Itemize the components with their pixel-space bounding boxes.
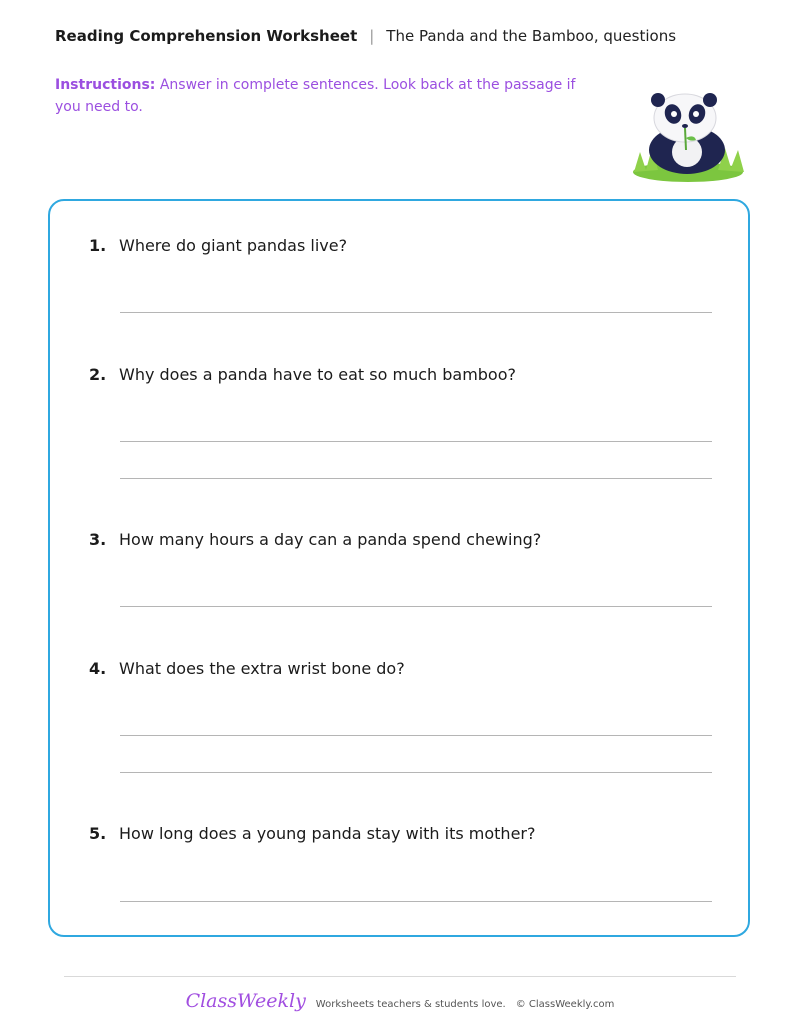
- question-number: 5.: [89, 824, 107, 843]
- answer-line[interactable]: [120, 478, 712, 479]
- question-text: Where do giant pandas live?: [119, 236, 348, 255]
- worksheet-subtitle: The Panda and the Bamboo, questions: [386, 27, 677, 45]
- footer-copyright: © ClassWeekly.com: [515, 999, 615, 1010]
- question-4: [89, 659, 405, 678]
- footer: [0, 990, 800, 1012]
- worksheet-header: [55, 27, 676, 45]
- question-text: Why does a panda have to eat so much bamboo?: [119, 365, 516, 384]
- question-5: [89, 824, 535, 843]
- question-number: 2.: [89, 365, 107, 384]
- answer-line[interactable]: [120, 735, 712, 736]
- question-2: [89, 365, 516, 384]
- answer-line[interactable]: [120, 606, 712, 607]
- answer-line[interactable]: [120, 901, 712, 902]
- answer-line[interactable]: [120, 441, 712, 442]
- instructions-text: Answer in complete sentences. Look back at the passage if you need to.: [55, 77, 576, 115]
- brand-logo: ClassWeekly: [185, 990, 306, 1012]
- instructions: [55, 74, 595, 118]
- question-text: How long does a young panda stay with its mother?: [119, 824, 536, 843]
- panda-icon: [630, 88, 750, 188]
- question-number: 1.: [89, 236, 107, 255]
- question-number: 4.: [89, 659, 107, 678]
- question-text: What does the extra wrist bone do?: [119, 659, 405, 678]
- question-1: [89, 236, 347, 255]
- question-text: How many hours a day can a panda spend chewing?: [119, 530, 542, 549]
- instructions-label: Instructions:: [55, 77, 156, 93]
- question-3: [89, 530, 541, 549]
- footer-divider: [64, 976, 736, 977]
- question-number: 3.: [89, 530, 107, 549]
- header-separator: |: [369, 27, 375, 45]
- answer-line[interactable]: [120, 772, 712, 773]
- answer-line[interactable]: [120, 312, 712, 313]
- footer-tagline: Worksheets teachers & students love.: [315, 999, 506, 1010]
- worksheet-title: Reading Comprehension Worksheet: [55, 27, 358, 45]
